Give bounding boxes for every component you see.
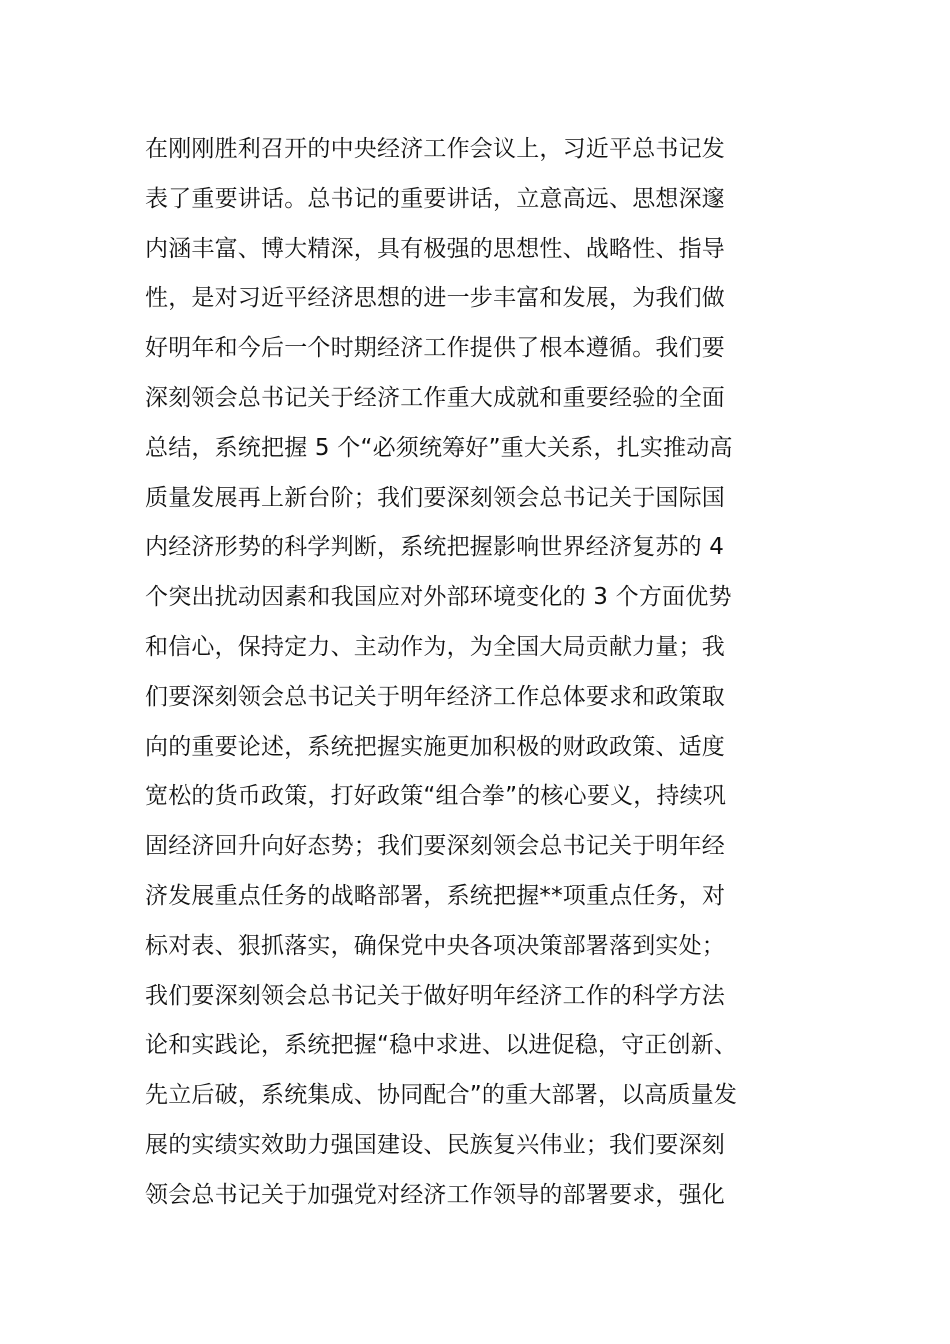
- text-line: 我们要深刻领会总书记关于做好明年经济工作的科学方法: [145, 982, 725, 1009]
- body-paragraph: [145, 125, 815, 1221]
- text-line: 表了重要讲话。总书记的重要讲话，立意高远、思想深邃: [145, 185, 725, 212]
- text-line: 宽松的货币政策，打好政策“组合拳”的核心要义，持续巩: [145, 783, 727, 810]
- text-line: 在刚刚胜利召开的中央经济工作会议上，习近平总书记发: [145, 136, 725, 162]
- text-line: 标对表、狠抓落实，确保党中央各项决策部署落到实处；: [145, 932, 725, 959]
- text-line: 内经济形势的科学判断，系统把握影响世界经济复苏的 4: [145, 534, 725, 561]
- text-line: 论和实践论，系统把握“稳中求进、以进促稳，守正创新、: [145, 1032, 738, 1059]
- text-line: 领会总书记关于加强党对经济工作领导的部署要求，强化: [145, 1181, 725, 1208]
- text-line: 先立后破，系统集成、协同配合”的重大部署，以高质量发: [145, 1082, 738, 1109]
- text-line: 展的实绩实效助力强国建设、民族复兴伟业；我们要深刻: [145, 1131, 725, 1158]
- text-line: 深刻领会总书记关于经济工作重大成就和重要经验的全面: [145, 384, 725, 411]
- text-line: 和信心，保持定力、主动作为，为全国大局贡献力量；我: [145, 633, 725, 660]
- text-line: 内涵丰富、博大精深，具有极强的思想性、战略性、指导: [145, 235, 725, 262]
- text-line: 固经济回升向好态势；我们要深刻领会总书记关于明年经: [145, 833, 725, 860]
- text-line: 向的重要论述，系统把握实施更加积极的财政政策、适度: [145, 733, 725, 760]
- text-line: 总结，系统把握 5 个“必须统筹好”重大关系，扎实推动高: [145, 434, 733, 461]
- text-line: 质量发展再上新台阶；我们要深刻领会总书记关于国际国: [145, 484, 725, 511]
- text-line: 济发展重点任务的战略部署，系统把握**项重点任务，对: [145, 882, 726, 909]
- text-line: 性，是对习近平经济思想的进一步丰富和发展，为我们做: [145, 285, 725, 312]
- text-line: 个突出扰动因素和我国应对外部环境变化的 3 个方面优势: [145, 584, 732, 611]
- text-line: 们要深刻领会总书记关于明年经济工作总体要求和政策取: [145, 683, 725, 710]
- text-line: 好明年和今后一个时期经济工作提供了根本遵循。我们要: [145, 335, 725, 362]
